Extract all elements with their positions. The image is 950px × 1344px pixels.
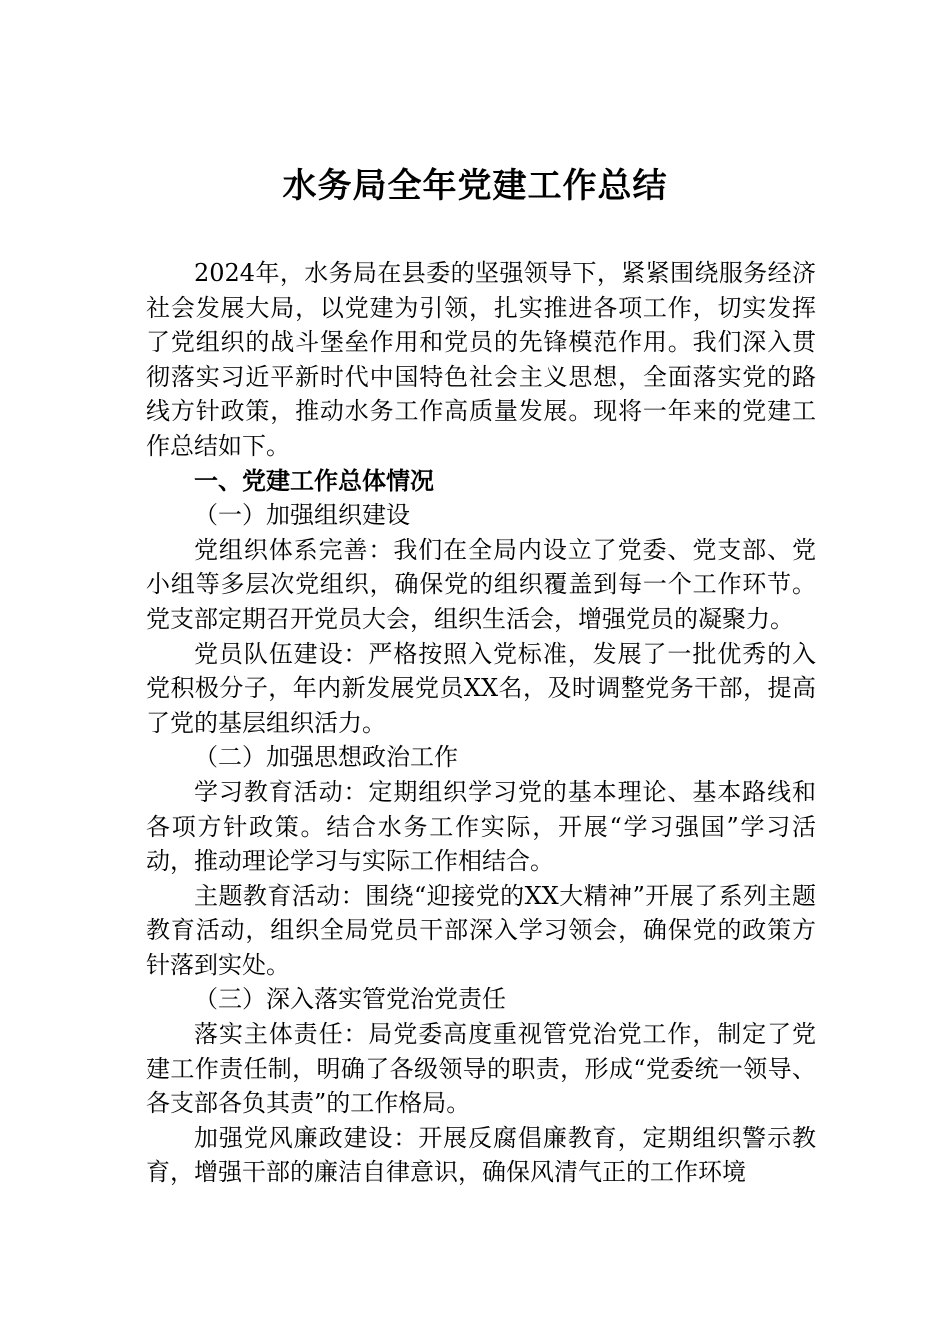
document-title: 水务局全年党建工作总结 xyxy=(282,166,668,206)
subsection-heading-1: （一）加强组织建设 xyxy=(194,501,410,530)
body-paragraph: 落实主体责任：局党委高度重视管党治党工作，制定了党建工作责任制，明确了各级领导的职责，形成“党委统一领导、各支部各负其责”的工作格局。 xyxy=(146,1020,816,1118)
body-paragraph: 党员队伍建设：严格按照入党标准，发展了一批优秀的入党积极分子，年内新发展党员XX名，及时调整党务干部，提高了党的基层组织活力。 xyxy=(146,639,816,737)
body-paragraph: 党组织体系完善：我们在全局内设立了党委、党支部、党小组等多层次党组织，确保党的组织覆盖到每一个工作环节。党支部定期召开党员大会，组织生活会，增强党员的凝聚力。 xyxy=(146,535,816,633)
body-paragraph: 加强党风廉政建设：开展反腐倡廉教育，定期组织警示教育，增强干部的廉洁自律意识，确保风清气正的工作环境 xyxy=(146,1123,816,1187)
document-body xyxy=(146,256,816,1190)
intro-paragraph: 2024年，水务局在县委的坚强领导下，紧紧围绕服务经济社会发展大局，以党建为引领，扎实推进各项工作，切实发挥了党组织的战斗堡垒作用和党员的先锋模范作用。我们深入贯彻落实习近平新时代中国特色社会主义思想，全面落实党的路线方针政策，推动水务工作高质量发展。现将一年来的党建工作总结如下。 xyxy=(146,259,816,460)
section-heading-1: 一、党建工作总体情况 xyxy=(194,466,434,495)
body-paragraph: 主题教育活动：围绕“迎接党的XX大精神”开展了系列主题教育活动，组织全局党员干部深入学习领会，确保党的政策方针落到实处。 xyxy=(146,881,816,979)
subsection-heading-3: （三）深入落实管党治党责任 xyxy=(194,985,506,1014)
body-paragraph: 学习教育活动：定期组织学习党的基本理论、基本路线和各项方针政策。结合水务工作实际，开展“学习强国”学习活动，推动理论学习与实际工作相结合。 xyxy=(146,777,816,876)
subsection-heading-2: （二）加强思想政治工作 xyxy=(194,743,458,772)
